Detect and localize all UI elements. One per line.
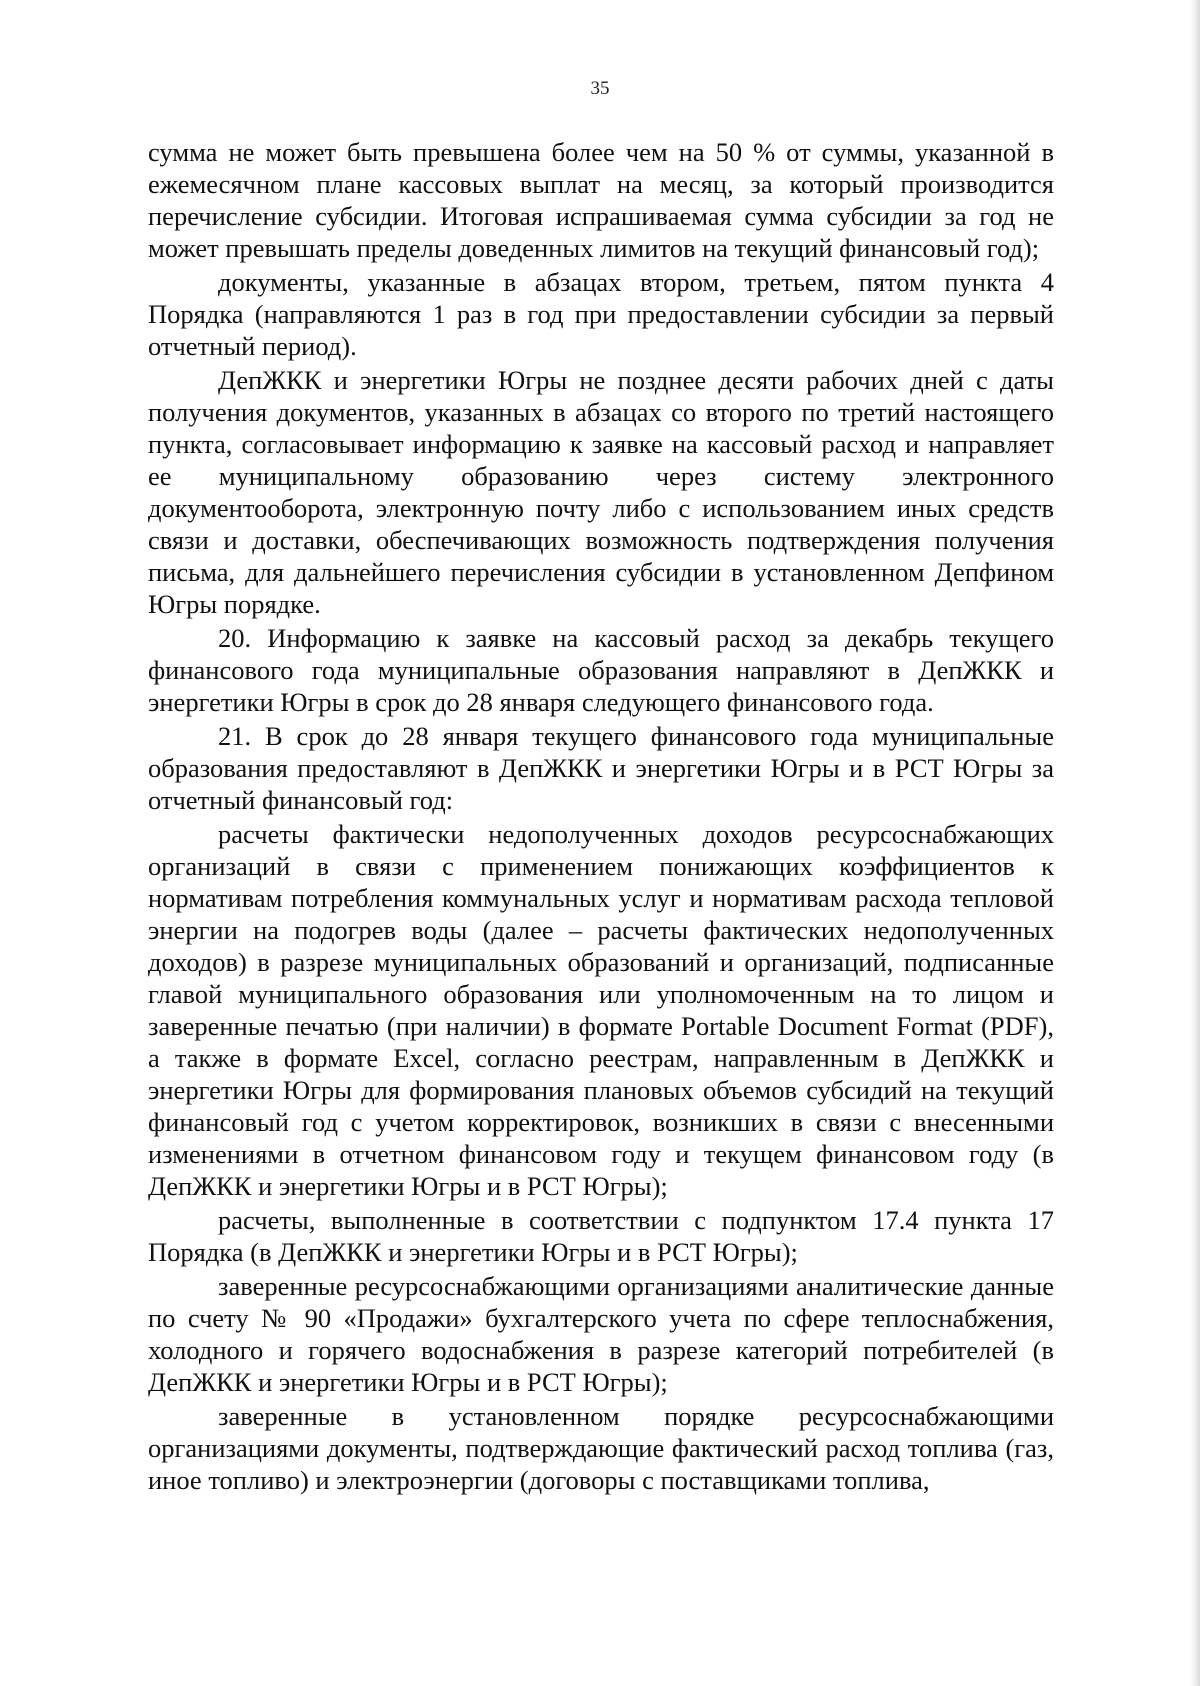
paragraph-analytical-data: заверенные ресурсоснабжающими организациями аналитические данные по счету № 90 «Продажи» бухгалтерского учета по сфере теплоснабжения, холодного и горячего водоснабжения в разрезе категорий потребителей (в ДепЖКК и энергетики Югры и в РСТ Югры); (148, 1271, 1054, 1397)
scan-edge (1190, 0, 1200, 1686)
paragraph-continuation: сумма не может быть превышена более чем на 50 % от суммы, указанной в ежемесячном плане кассовых выплат на месяц, за который производится перечисление субсидии. Итоговая испрашиваемая сумма субсидии за год не может превышать пределы доведенных лимитов на текущий финансовый год); (148, 137, 1054, 263)
page-number: 35 (590, 78, 610, 99)
paragraph-approval: ДепЖКК и энергетики Югры не позднее десяти рабочих дней с даты получения документов, указанных в абзацах со второго по третий настоящего пункта, согласовывает информацию к заявке на кассовый расход и направляет ее муниципальному образованию через систему электронного документооборота, электронную почту либо с использованием иных средств связи и доставки, обеспечивающих возможность подтверждения получения письма, для дальнейшего перечисления субсидии в установленном Депфином Югры порядке. (148, 365, 1054, 619)
document-body (148, 136, 1054, 1498)
paragraph-fuel-documents: заверенные в установленном порядке ресурсоснабжающими организациями документы, подтверждающие фактический расход топлива (газ, иное топливо) и электроэнергии (договоры с поставщиками топлива, (148, 1401, 1054, 1495)
paragraph-calculations: расчеты фактически недополученных доходов ресурсоснабжающих организаций в связи с применением понижающих коэффициентов к нормативам потребления коммунальных услуг и нормативам расхода тепловой энергии на подогрев воды (далее – расчеты фактических недополученных доходов) в разрезе муниципальных образований и организаций, подписанные главой муниципального образования или уполномоченным на то лицом и заверенные печатью (при наличии) в формате Portable Document Format (PDF), а также в формате Excel, согласно реестрам, направленным в ДепЖКК и энергетики Югры для формирования плановых объемов субсидий на текущий финансовый год с учетом корректировок, возникших в связи с внесенными изменениями в отчетном финансовом году и текущем финансовом году (в ДепЖКК и энергетики Югры и в РСТ Югры); (148, 819, 1054, 1201)
paragraph-documents: документы, указанные в абзацах втором, третьем, пятом пункта 4 Порядка (направляются 1 раз в год при предоставлении субсидии за первый отчетный период). (148, 267, 1054, 361)
paragraph-item-20: 20. Информацию к заявке на кассовый расход за декабрь текущего финансового года муниципальные образования направляют в ДепЖКК и энергетики Югры в срок до 28 января следующего финансового года. (148, 623, 1054, 717)
paragraph-subclause-calculations: расчеты, выполненные в соответствии с подпунктом 17.4 пункта 17 Порядка (в ДепЖКК и энергетики Югры и в РСТ Югры); (148, 1205, 1054, 1267)
paragraph-item-21: 21. В срок до 28 января текущего финансового года муниципальные образования предоставляют в ДепЖКК и энергетики Югры и в РСТ Югры за отчетный финансовый год: (148, 721, 1054, 815)
